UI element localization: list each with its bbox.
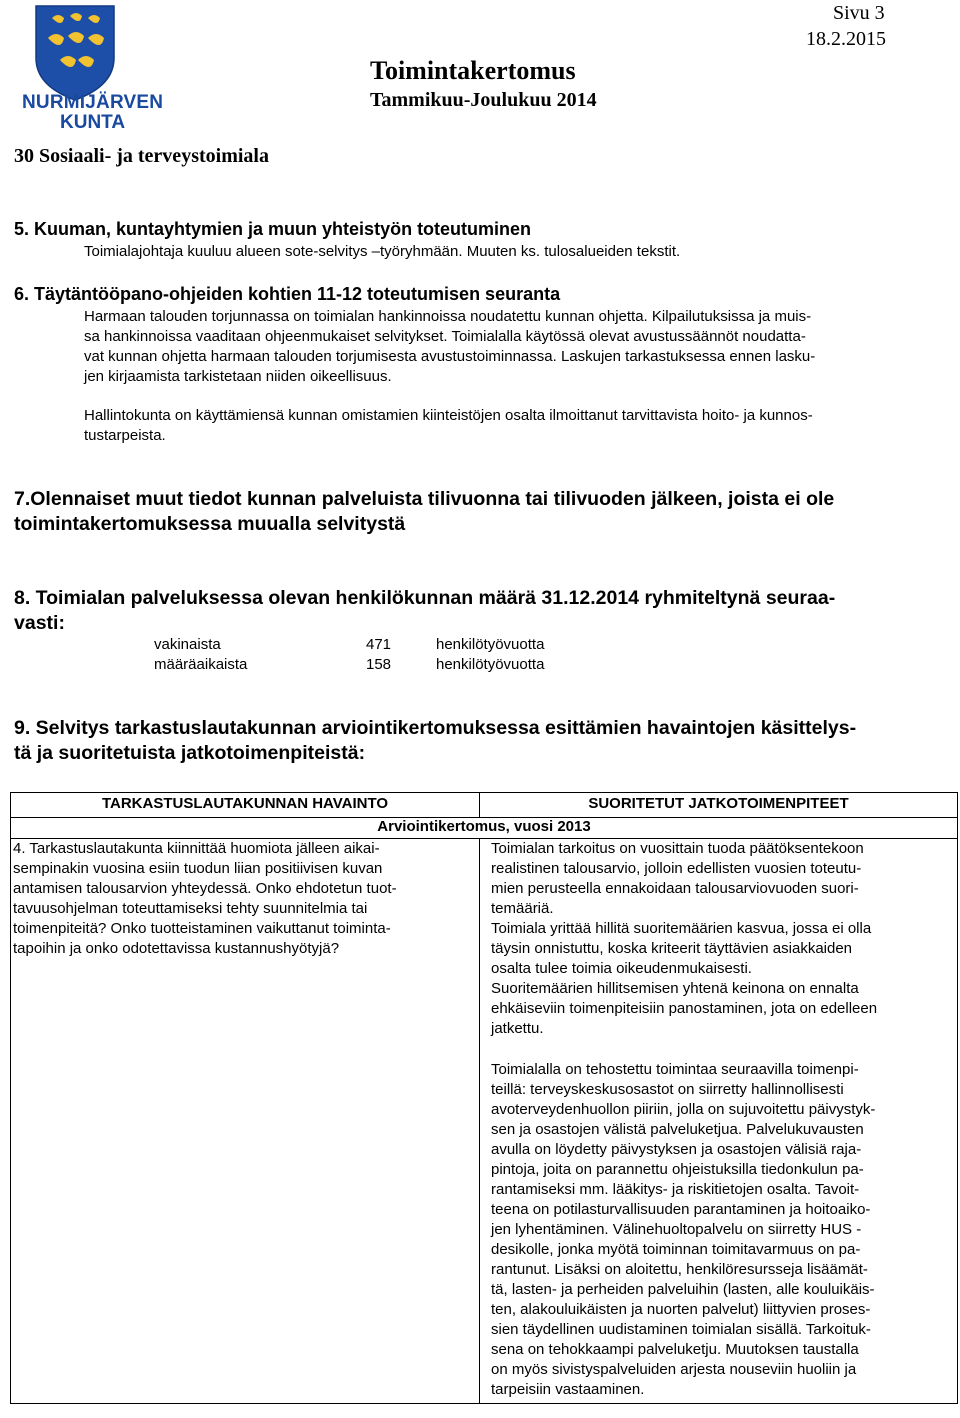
text-line: jatkettu.	[491, 1020, 544, 1037]
actions-cell-part-1	[491, 839, 953, 1039]
text-line: Toimialalla on tehostettu toimintaa seuraavilla toimenpi-	[491, 1061, 859, 1078]
staff-row	[154, 654, 544, 674]
section-5-text: Toimialajohtaja kuuluu alueen sote-selvitys –työryhmään. Muuten ks. tulosalueiden tekstit.	[84, 243, 681, 260]
section-5-heading: 5. Kuuman, kuntayhtymien ja muun yhteistyön toteutuminen	[14, 219, 532, 239]
text-line: avoterveydenhuollon piiriin, jolla on sujuvoitettu päivystyk-	[491, 1101, 876, 1118]
heading-line: tä ja suoritetuista jatkotoimenpiteistä:	[14, 742, 366, 764]
text-line: täysin onnistuttu, koska kriteerit täyttävien asiakkaiden	[491, 940, 853, 957]
text-line: tustarpeista.	[84, 427, 166, 444]
text-line: tarpeisiin vastaaminen.	[491, 1381, 645, 1398]
staff-unit: henkilötyövuotta	[436, 635, 545, 653]
text-line: sen ja osastojen välistä palveluketjua. Palvelukuvausten	[491, 1121, 864, 1138]
logo-wordmark-line1: NURMIJÄRVEN	[22, 92, 164, 113]
logo-wordmark-line2: KUNTA	[60, 112, 126, 133]
column-header-actions: SUORITETUT JATKOTOIMENPITEET	[588, 795, 849, 812]
audit-findings-table	[10, 792, 958, 1404]
text-line: sena on tehokkaampi palveluketju. Muutoksen taustalla	[491, 1341, 859, 1358]
document-date: 18.2.2015	[806, 28, 886, 50]
text-line: Harmaan talouden torjunnassa on toimialan hankinnoissa noudatettu kunnan ohjetta. Kilpailutuksissa ja muis-	[84, 308, 812, 325]
text-line: mien perusteella ennakoidaan talousarviovuoden suori-	[491, 880, 859, 897]
report-period: Tammikuu-Joulukuu 2014	[370, 89, 597, 111]
text-line: pintoja, joita on parannettu ohjeistuksilla tiedonkulun pa-	[491, 1161, 864, 1178]
staff-row	[154, 634, 544, 654]
column-divider	[479, 838, 480, 1403]
text-line: rantamiseksi mm. lääkitys- ja riskitietojen osalta. Tavoit-	[491, 1181, 860, 1198]
text-line: vat kunnan ohjetta harmaan talouden torjumisesta avustustoiminnassa. Laskujen tarkastuksessa ennen lasku-	[84, 348, 816, 365]
staff-label: vakinaista	[154, 635, 221, 653]
text-line: tavuusohjelman toteuttamiseksi tehty suunnitelmia tai	[13, 900, 368, 917]
text-line: sempinakin vuosina esiin tuodun liian positiivisen kuvan	[13, 860, 383, 877]
actions-cell-part-2	[491, 1060, 953, 1400]
heading-line: 8. Toimialan palveluksessa olevan henkilökunnan määrä 31.12.2014 ryhmiteltynä seuraa-	[14, 587, 836, 609]
staff-unit: henkilötyövuotta	[436, 655, 545, 673]
text-line: sien täydellinen uudistaminen toimialan sisällä. Tarkoituk-	[491, 1321, 871, 1338]
staff-count: 158	[366, 655, 392, 673]
finding-cell	[13, 839, 477, 959]
text-line: Suoritemäärien hillitsemisen yhtenä keinona on ennalta	[491, 980, 859, 997]
text-line: Toimiala yrittää hillitä suoritemäärien kasvua, jossa ei olla	[491, 920, 872, 937]
staff-count-list	[154, 634, 544, 674]
staff-label: määräaikaista	[154, 655, 248, 673]
text-line: tapoihin ja onko odotettavissa kustannushyötyjä?	[13, 940, 340, 957]
document-title: Toimintakertomus	[370, 56, 576, 85]
text-line: Hallintokunta on käyttämiensä kunnan omistamien kiinteistöjen osalta ilmoittanut tarvittavista hoito- ja kunnos-	[84, 407, 813, 424]
text-line: ten, alakouluikäisten ja nuorten palvelut) liittyvien proses-	[491, 1301, 871, 1318]
text-line: teillä: terveyskeskusosastot on siirretty hallinnollisesti	[491, 1081, 844, 1098]
text-line: antamisen talousarvion yhteydessä. Onko ehdotetun tuot-	[13, 880, 397, 897]
heading-line: toimintakertomuksessa muualla selvitystä	[14, 513, 406, 535]
section-6-paragraph-2	[84, 406, 954, 446]
text-line: tä, lasten- ja perheiden palveluihin (lasten, alle kouluikäis-	[491, 1281, 875, 1298]
column-header-findings: TARKASTUSLAUTAKUNNAN HAVAINTO	[101, 795, 389, 812]
section-9-heading	[14, 716, 856, 766]
text-line: osalta tulee toimia oikeudenmukaisesti.	[491, 960, 752, 977]
text-line: desikolle, jonka myötä toiminnan toimitavarmuus on pa-	[491, 1241, 861, 1258]
department-name: 30 Sosiaali- ja terveystoimiala	[14, 145, 269, 167]
text-line: avulla on löydetty päivystyksen ja osastojen välisiä raja-	[491, 1141, 862, 1158]
text-line: sa hankinnoissa vaaditaan ohjeenmukaiset selvitykset. Toimialalla käytössä olevat avustussäännöt noudatta-	[84, 328, 806, 345]
page-number: Sivu 3	[833, 2, 885, 24]
text-line: ehkäiseviin toimenpiteisiin panostaminen, jota on edelleen	[491, 1000, 878, 1017]
heading-line: 7.Olennaiset muut tiedot kunnan palveluista tilivuonna tai tilivuoden jälkeen, joista ei ole	[14, 488, 835, 510]
text-line: realistinen talousarvio, jolloin edellisten vuosien toteutu-	[491, 860, 862, 877]
text-line: temääriä.	[491, 900, 554, 917]
heading-line: 9. Selvitys tarkastuslautakunnan arviointikertomuksessa esittämien havaintojen käsittelys-	[14, 717, 857, 739]
text-line: Toimialan tarkoitus on vuosittain tuoda päätöksentekoon	[491, 840, 864, 857]
text-line: rantunut. Lisäksi on aloitettu, henkilöresursseja lisäämät-	[491, 1261, 868, 1278]
text-line: jen lyhentäminen. Välinehuoltopalvelu on siirretty HUS -	[491, 1221, 862, 1238]
text-line: on myös sivistyspalveluiden arjesta nouseviin huoliin ja	[491, 1361, 857, 1378]
heading-line: vasti:	[14, 612, 65, 634]
section-7-heading	[14, 487, 834, 537]
table-subheader: Arviointikertomus, vuosi 2013	[377, 818, 591, 835]
text-line: 4. Tarkastuslautakunta kiinnittää huomiota jälleen aikai-	[13, 840, 380, 857]
section-6-paragraph-1	[84, 307, 954, 387]
section-6-heading: 6. Täytäntööpano-ohjeiden kohtien 11-12 toteutumisen seuranta	[14, 284, 561, 304]
text-line: toimenpiteitä? Onko tuotteistaminen vaikuttanut toiminta-	[13, 920, 391, 937]
text-line: jen kirjaamista tarkistetaan niiden oikeellisuus.	[84, 368, 392, 385]
staff-count: 471	[366, 635, 392, 653]
section-8-heading	[14, 586, 835, 636]
text-line: teena on potilasturvallisuuden parantaminen ja hoitoaiko-	[491, 1201, 871, 1218]
